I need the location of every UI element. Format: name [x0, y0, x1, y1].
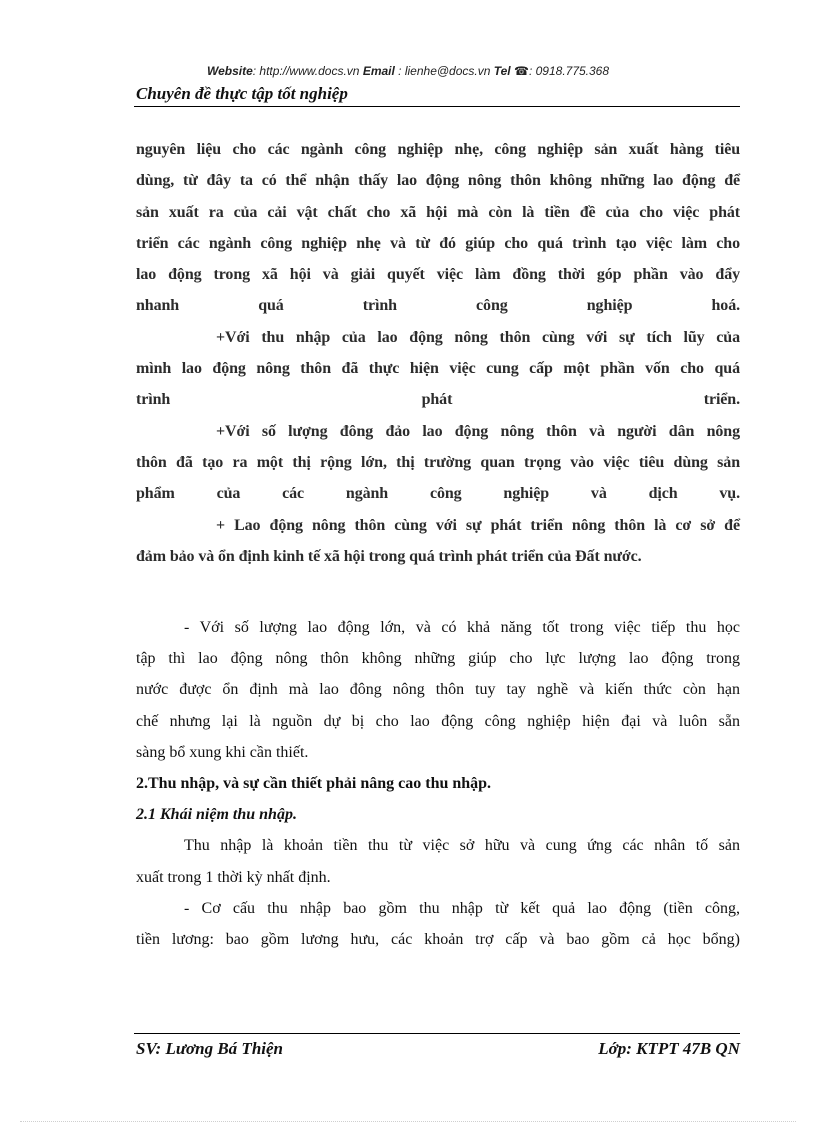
- website-header: [0, 64, 816, 78]
- page-edge: [20, 1121, 796, 1122]
- email-label: Email: [362, 64, 395, 78]
- text-line: +Với thu nhập của lao động nông thôn cùng với sự tích lũy của: [216, 328, 740, 346]
- website-url[interactable]: : http://www.docs.vn: [252, 64, 360, 78]
- text-line: xuất trong 1 thời kỳ nhất định.: [136, 868, 331, 886]
- text-line: phẩm của các ngành công nghiệp và dịch vụ.: [136, 485, 740, 503]
- text-line: đảm bảo và ổn định kinh tế xã hội trong quá trình phát triển của Đất nước.: [136, 547, 642, 565]
- document-title: Chuyên đề thực tập tốt nghiệp: [136, 84, 348, 103]
- body-text-block: [136, 612, 740, 955]
- text-line: - Cơ cấu thu nhập bao gồm thu nhập từ kết quả lao động (tiền công,: [184, 899, 740, 917]
- website-label: Website: [206, 64, 253, 78]
- header-rule: [134, 106, 740, 107]
- text-line: dùng, từ đây ta có thể nhận thấy lao động nông thôn không những lao động để: [136, 172, 740, 190]
- text-line: nước được ổn định mà lao đông nông thôn tuy tay nghề và kiến thức còn hạn: [136, 681, 740, 699]
- tel-label: Tel: [493, 64, 511, 78]
- text-line: triển các ngành công nghiệp nhẹ và từ đó giúp cho quá trình tạo việc làm cho: [136, 234, 740, 252]
- text-line: nhanh quá trình công nghiệp hoá.: [136, 297, 740, 315]
- text-line: + Lao động nông thôn cùng với sự phát triển nông thôn là cơ sở để: [216, 516, 740, 534]
- footer-student: SV: Lương Bá Thiện: [136, 1039, 283, 1058]
- section-heading: 2.Thu nhập, và sự cần thiết phải nâng cao thu nhập.: [136, 774, 492, 792]
- bold-paragraph-block: [136, 134, 740, 572]
- text-line: lao động trong xã hội và giải quyết việc làm đồng thời góp phần vào đẩy: [136, 266, 740, 284]
- text-line: trình phát triển.: [136, 391, 740, 409]
- tel-number: : 0918.775.368: [528, 64, 610, 78]
- text-line: sàng bổ xung khi cần thiết.: [136, 743, 309, 761]
- text-line: thôn đã tạo ra một thị rộng lớn, thị trường quan trọng vào việc tiêu dùng sản: [136, 453, 740, 471]
- text-line: +Với số lượng đông đảo lao động nông thôn và người dân nông: [216, 422, 740, 440]
- text-line: mình lao động nông thôn đã thực hiện việc cung cấp một phần vốn cho quá: [136, 360, 740, 378]
- text-line: chế nhưng lại là nguồn dự bị cho lao động công nghiệp hiện đại và luôn sẵn: [136, 712, 740, 730]
- footer-class: Lớp: KTPT 47B QN: [598, 1039, 740, 1058]
- text-line: tiền lương: bao gồm lương hưu, các khoản trợ cấp và bao gồm cả học bổng): [136, 930, 740, 948]
- text-line: tập thì lao động nông thôn không những giúp cho lực lượng lao động trong: [136, 650, 740, 668]
- text-line: Thu nhập là khoản tiền thu từ việc sở hữu và cung ứng các nhân tố sản: [184, 837, 740, 855]
- text-line: - Với số lượng lao động lớn, và có khả năng tốt trong việc tiếp thu học: [184, 619, 740, 636]
- text-line: nguyên liệu cho các ngành công nghiệp nhẹ, công nghiệp sản xuất hàng tiêu: [136, 141, 740, 158]
- text-line: sản xuất ra của cải vật chất cho xã hội mà còn là tiền đề của cho việc phát: [136, 203, 740, 221]
- phone-icon: ☎: [514, 64, 529, 78]
- email-address[interactable]: : lienhe@docs.vn: [398, 64, 491, 78]
- footer-rule: [134, 1033, 740, 1034]
- subsection-heading: 2.1 Khái niệm thu nhập.: [136, 806, 297, 824]
